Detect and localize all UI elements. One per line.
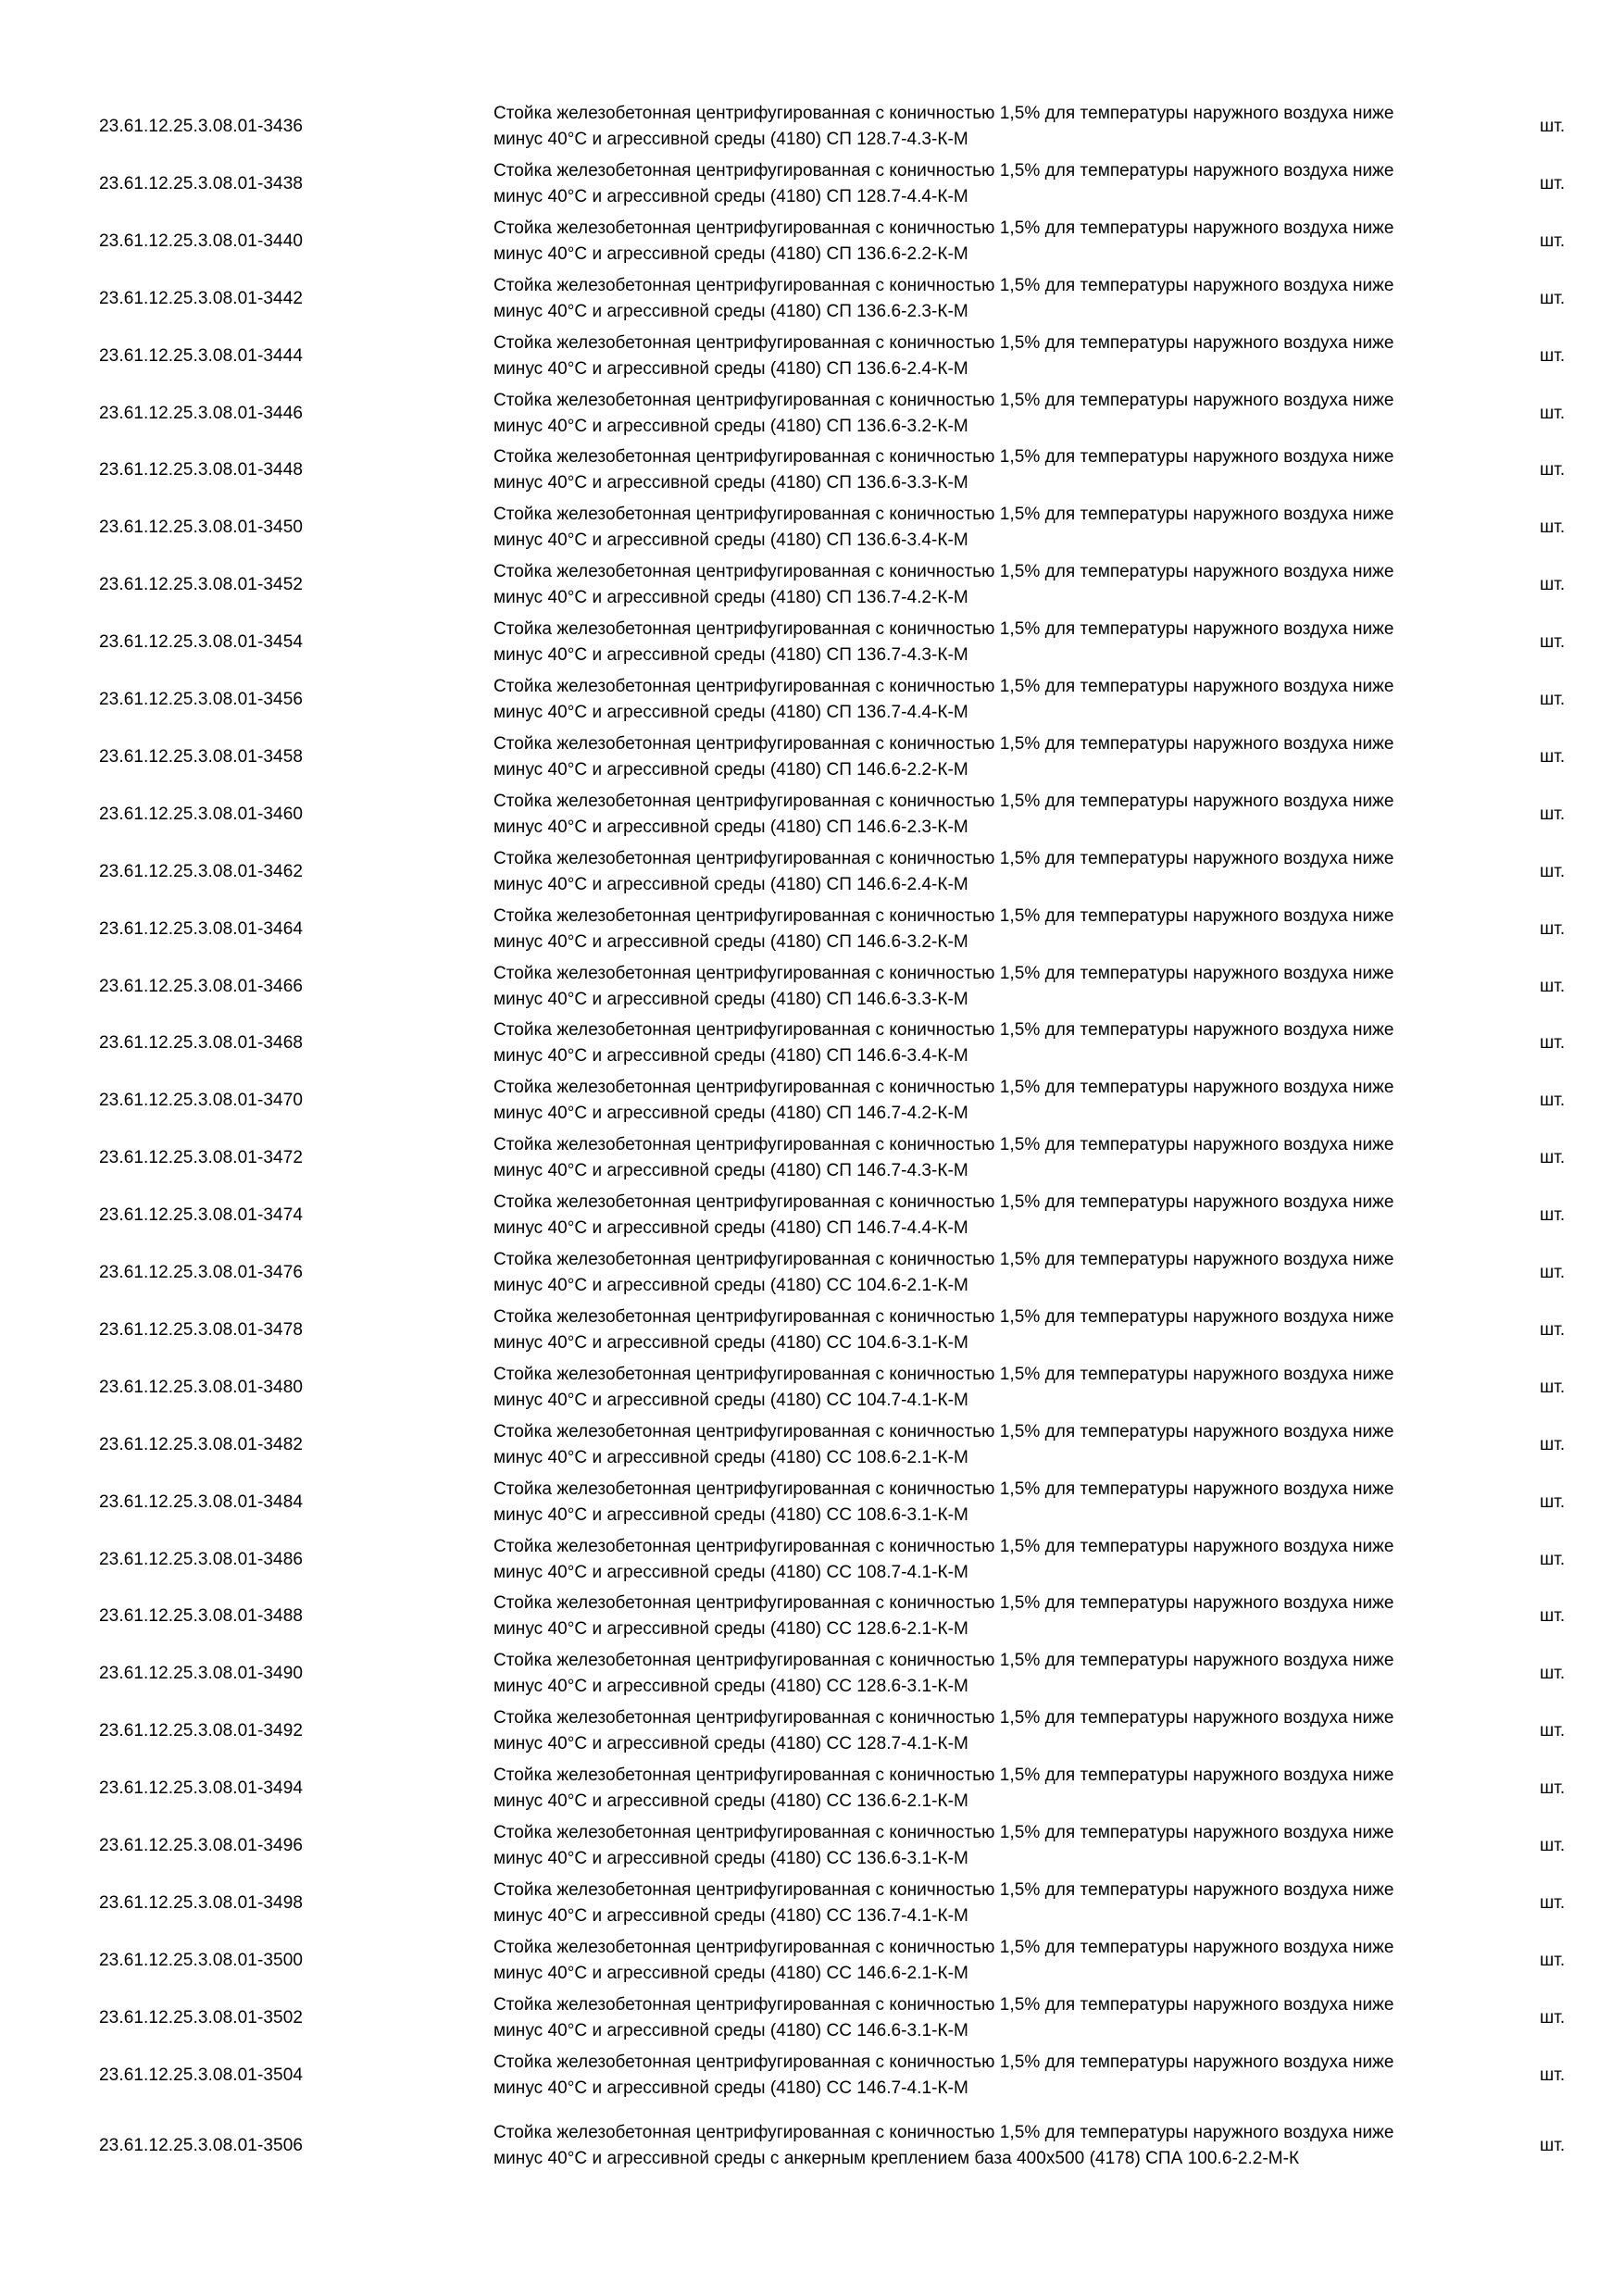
- row-name: Стойка железобетонная центрифугированная с коничностью 1,5% для температуры наружного воздуха ниже минус 40°С и агрессивной среды (4180) СП 146.7-4.2-К-М: [493, 1078, 1394, 1124]
- table-row: [0, 1934, 1624, 1988]
- row-name: Стойка железобетонная центрифугированная с коничностью 1,5% для температуры наружного воздуха ниже минус 40°С и агрессивной среды (4180) СС 104.6-3.1-К-М: [493, 1306, 1394, 1353]
- table-row: [0, 1304, 1624, 1357]
- row-code: 23.61.12.25.3.08.01-3444: [99, 345, 304, 366]
- row-name: Стойка железобетонная центрифугированная с коничностью 1,5% для температуры наружного воздуха ниже минус 40°С и агрессивной среды (4180) СП 146.7-4.3-К-М: [493, 1135, 1394, 1181]
- table-row: [0, 2106, 1624, 2186]
- table-row: [0, 788, 1624, 842]
- row-code: 23.61.12.25.3.08.01-3474: [99, 1205, 304, 1226]
- table-row: [0, 387, 1624, 441]
- row-unit: шт.: [1540, 575, 1566, 595]
- row-code: 23.61.12.25.3.08.01-3482: [99, 1434, 304, 1454]
- row-unit: шт.: [1540, 632, 1566, 653]
- row-code: 23.61.12.25.3.08.01-3476: [99, 1263, 304, 1282]
- table-row: [0, 730, 1624, 784]
- row-code: 23.61.12.25.3.08.01-3472: [99, 1148, 304, 1168]
- row-unit: шт.: [1540, 1664, 1566, 1684]
- row-unit: шт.: [1540, 918, 1566, 939]
- row-name: Стойка железобетонная центрифугированная с коничностью 1,5% для температуры наружного воздуха ниже минус 40°С и агрессивной среды (4180) СС 136.6-3.1-К-М: [493, 1823, 1394, 1868]
- table-row: [0, 1819, 1624, 1873]
- row-unit: шт.: [1540, 1205, 1566, 1226]
- table-row: [0, 1647, 1624, 1701]
- row-code: 23.61.12.25.3.08.01-3488: [99, 1606, 304, 1627]
- row-name: Стойка железобетонная центрифугированная с коничностью 1,5% для температуры наружного воздуха ниже минус 40°С и агрессивной среды (4180) СП 128.7-4.3-К-М: [493, 104, 1394, 149]
- row-name: Стойка железобетонная центрифугированная с коничностью 1,5% для температуры наружного воздуха ниже минус 40°С и агрессивной среды (4180) СС 128.7-4.1-К-М: [493, 1708, 1394, 1754]
- row-unit: шт.: [1540, 1091, 1566, 1111]
- row-code: 23.61.12.25.3.08.01-3454: [99, 632, 304, 653]
- row-name: Стойка железобетонная центрифугированная с коничностью 1,5% для температуры наружного воздуха ниже минус 40°С и агрессивной среды (4180) СС 128.6-2.1-К-М: [493, 1593, 1394, 1640]
- row-unit: шт.: [1540, 2135, 1566, 2155]
- row-unit: шт.: [1540, 861, 1566, 881]
- row-name: Стойка железобетонная центрифугированная с коничностью 1,5% для температуры наружного воздуха ниже минус 40°С и агрессивной среды (4180) СС 128.6-3.1-К-М: [493, 1651, 1394, 1697]
- row-code: 23.61.12.25.3.08.01-3450: [99, 518, 304, 538]
- table-row: [0, 1877, 1624, 1930]
- table-row: [0, 1074, 1624, 1128]
- table-row: [0, 1762, 1624, 1816]
- row-unit: шт.: [1540, 117, 1566, 136]
- row-name: Стойка железобетонная центрифугированная с коничностью 1,5% для температуры наружного воздуха ниже минус 40°С и агрессивной среды (4180) СС 146.7-4.1-К-М: [493, 2052, 1394, 2098]
- row-code: 23.61.12.25.3.08.01-3500: [99, 1950, 304, 1970]
- row-unit: шт.: [1540, 1033, 1566, 1054]
- row-code: 23.61.12.25.3.08.01-3448: [99, 460, 304, 480]
- row-name: Стойка железобетонная центрифугированная с коничностью 1,5% для температуры наружного воздуха ниже минус 40°С и агрессивной среды (4180) СС 108.7-4.1-К-М: [493, 1536, 1394, 1582]
- row-code: 23.61.12.25.3.08.01-3470: [99, 1091, 304, 1111]
- row-unit: шт.: [1540, 1950, 1566, 1970]
- table-row: [0, 443, 1624, 497]
- row-unit: шт.: [1540, 1434, 1566, 1454]
- row-code: 23.61.12.25.3.08.01-3494: [99, 1778, 304, 1799]
- row-code: 23.61.12.25.3.08.01-3446: [99, 403, 304, 423]
- row-unit: шт.: [1540, 746, 1566, 767]
- row-code: 23.61.12.25.3.08.01-3498: [99, 1892, 304, 1913]
- row-name: Стойка железобетонная центрифугированная с коничностью 1,5% для температуры наружного воздуха ниже минус 40°С и агрессивной среды (4180) СП 136.7-4.4-К-М: [493, 677, 1394, 722]
- row-code: 23.61.12.25.3.08.01-3466: [99, 976, 304, 996]
- row-unit: шт.: [1540, 1836, 1566, 1855]
- table-row: [0, 960, 1624, 1014]
- row-unit: шт.: [1540, 288, 1566, 308]
- row-name: Стойка железобетонная центрифугированная с коничностью 1,5% для температуры наружного воздуха ниже минус 40°С и агрессивной среды (4180) СП 146.6-2.3-К-М: [493, 791, 1394, 837]
- row-code: 23.61.12.25.3.08.01-3490: [99, 1664, 304, 1684]
- table-row: [0, 1361, 1624, 1415]
- row-code: 23.61.12.25.3.08.01-3436: [99, 117, 304, 136]
- row-unit: шт.: [1540, 1148, 1566, 1168]
- row-name: Стойка железобетонная центрифугированная с коничностью 1,5% для температуры наружного воздуха ниже минус 40°С и агрессивной среды (4180) СП 146.6-3.4-К-М: [493, 1020, 1394, 1067]
- row-name: Стойка железобетонная центрифугированная с коничностью 1,5% для температуры наружного воздуха ниже минус 40°С и агрессивной среды (4180) СП 146.7-4.4-К-М: [493, 1192, 1394, 1239]
- row-code: 23.61.12.25.3.08.01-3438: [99, 173, 304, 193]
- row-code: 23.61.12.25.3.08.01-3506: [99, 2135, 304, 2155]
- row-unit: шт.: [1540, 2007, 1566, 2028]
- table-row: [0, 2049, 1624, 2103]
- row-unit: шт.: [1540, 1319, 1566, 1340]
- table-row: [0, 215, 1624, 268]
- row-code: 23.61.12.25.3.08.01-3478: [99, 1319, 304, 1340]
- row-name: Стойка железобетонная центрифугированная с коничностью 1,5% для температуры наружного воздуха ниже минус 40°С и агрессивной среды (4180) СС 136.6-2.1-К-М: [493, 1766, 1394, 1812]
- row-code: 23.61.12.25.3.08.01-3452: [99, 575, 304, 595]
- table-row: [0, 1017, 1624, 1070]
- row-name: Стойка железобетонная центрифугированная с коничностью 1,5% для температуры наружного воздуха ниже минус 40°С и агрессивной среды (4180) СС 146.6-2.1-К-М: [493, 1937, 1394, 1983]
- table-row: [0, 1418, 1624, 1472]
- row-code: 23.61.12.25.3.08.01-3458: [99, 746, 304, 767]
- table-row: [0, 1533, 1624, 1587]
- table-row: [0, 330, 1624, 383]
- table-row: [0, 1189, 1624, 1242]
- row-unit: шт.: [1540, 460, 1566, 480]
- row-name: Стойка железобетонная центрифугированная с коничностью 1,5% для температуры наружного воздуха ниже минус 40°С и агрессивной среды (4180) СП 146.6-3.2-К-М: [493, 905, 1394, 952]
- row-unit: шт.: [1540, 1721, 1566, 1741]
- row-unit: шт.: [1540, 690, 1566, 709]
- row-code: 23.61.12.25.3.08.01-3492: [99, 1721, 304, 1741]
- row-code: 23.61.12.25.3.08.01-3486: [99, 1549, 304, 1569]
- table-row: [0, 673, 1624, 727]
- row-code: 23.61.12.25.3.08.01-3462: [99, 861, 304, 881]
- row-name: Стойка железобетонная центрифугированная с коничностью 1,5% для температуры наружного воздуха ниже минус 40°С и агрессивной среды (4180) СП 136.7-4.2-К-М: [493, 562, 1394, 608]
- row-code: 23.61.12.25.3.08.01-3464: [99, 918, 304, 939]
- table-row: [0, 1476, 1624, 1529]
- row-name: Стойка железобетонная центрифугированная с коничностью 1,5% для температуры наружного воздуха ниже минус 40°С и агрессивной среды (4180) СС 136.7-4.1-К-М: [493, 1879, 1394, 1926]
- row-name: Стойка железобетонная центрифугированная с коничностью 1,5% для температуры наружного воздуха ниже минус 40°С и агрессивной среды (4180) СП 146.6-2.2-К-М: [493, 733, 1394, 780]
- row-name: Стойка железобетонная центрифугированная с коничностью 1,5% для температуры наружного воздуха ниже минус 40°С и агрессивной среды (4180) СС 146.6-3.1-К-М: [493, 1994, 1394, 2040]
- row-name: Стойка железобетонная центрифугированная с коничностью 1,5% для температуры наружного воздуха ниже минус 40°С и агрессивной среды (4180) СС 104.6-2.1-К-М: [493, 1250, 1394, 1295]
- row-unit: шт.: [1540, 173, 1566, 193]
- row-name: Стойка железобетонная центрифугированная с коничностью 1,5% для температуры наружного воздуха ниже минус 40°С и агрессивной среды (4180) СС 108.6-3.1-К-М: [493, 1479, 1394, 1525]
- row-name: Стойка железобетонная центрифугированная с коничностью 1,5% для температуры наружного воздуха ниже минус 40°С и агрессивной среды (4180) СП 146.6-3.3-К-М: [493, 963, 1394, 1009]
- table-row: [0, 616, 1624, 669]
- row-name: Стойка железобетонная центрифугированная с коничностью 1,5% для температуры наружного воздуха ниже минус 40°С и агрессивной среды (4180) СП 136.6-3.2-К-М: [493, 390, 1394, 436]
- row-code: 23.61.12.25.3.08.01-3440: [99, 231, 304, 251]
- table-row: [0, 1704, 1624, 1758]
- table-row: [0, 1590, 1624, 1643]
- row-unit: шт.: [1540, 1491, 1566, 1512]
- row-code: 23.61.12.25.3.08.01-3442: [99, 288, 304, 308]
- row-name: Стойка железобетонная центрифугированная с коничностью 1,5% для температуры наружного воздуха ниже минус 40°С и агрессивной среды (4180) СП 136.6-2.4-К-М: [493, 332, 1394, 379]
- row-unit: шт.: [1540, 1263, 1566, 1282]
- row-unit: шт.: [1540, 976, 1566, 996]
- row-code: 23.61.12.25.3.08.01-3502: [99, 2007, 304, 2028]
- table-row: [0, 1991, 1624, 2045]
- row-name: Стойка железобетонная центрифугированная с коничностью 1,5% для температуры наружного воздуха ниже минус 40°С и агрессивной среды (4180) СС 108.6-2.1-К-М: [493, 1421, 1394, 1467]
- row-unit: шт.: [1540, 2065, 1566, 2085]
- table-row: [0, 157, 1624, 211]
- row-name: Стойка железобетонная центрифугированная с коничностью 1,5% для температуры наружного воздуха ниже минус 40°С и агрессивной среды (4180) СП 136.6-3.4-К-М: [493, 505, 1394, 551]
- row-unit: шт.: [1540, 403, 1566, 423]
- row-name: Стойка железобетонная центрифугированная с коничностью 1,5% для температуры наружного воздуха ниже минус 40°С и агрессивной среды (4180) СП 136.6-2.3-К-М: [493, 275, 1394, 321]
- table-row: [0, 845, 1624, 899]
- table-row: [0, 501, 1624, 555]
- row-code: 23.61.12.25.3.08.01-3456: [99, 690, 304, 709]
- table-row: [0, 903, 1624, 956]
- row-unit: шт.: [1540, 345, 1566, 366]
- row-unit: шт.: [1540, 1606, 1566, 1627]
- table-row: [0, 1131, 1624, 1185]
- row-unit: шт.: [1540, 1778, 1566, 1799]
- row-unit: шт.: [1540, 231, 1566, 251]
- row-unit: шт.: [1540, 1892, 1566, 1913]
- row-code: 23.61.12.25.3.08.01-3484: [99, 1491, 304, 1512]
- row-unit: шт.: [1540, 1377, 1566, 1397]
- table-row: [0, 558, 1624, 612]
- row-unit: шт.: [1540, 518, 1566, 538]
- row-code: 23.61.12.25.3.08.01-3460: [99, 804, 304, 824]
- row-unit: шт.: [1540, 1549, 1566, 1569]
- table-row: [0, 272, 1624, 326]
- row-name: Стойка железобетонная центрифугированная с коничностью 1,5% для температуры наружного воздуха ниже минус 40°С и агрессивной среды (4180) СП 136.6-2.2-К-М: [493, 218, 1394, 264]
- row-name: Стойка железобетонная центрифугированная с коничностью 1,5% для температуры наружного воздуха ниже минус 40°С и агрессивной среды (4180) СС 104.7-4.1-К-М: [493, 1364, 1394, 1410]
- table-row: [0, 100, 1624, 154]
- row-code: 23.61.12.25.3.08.01-3496: [99, 1836, 304, 1855]
- row-name: Стойка железобетонная центрифугированная с коничностью 1,5% для температуры наружного воздуха ниже минус 40°С и агрессивной среды с анкерным креплением база 400х500 (4178) СПА 100.6-2.2-М-К: [493, 2122, 1394, 2168]
- row-code: 23.61.12.25.3.08.01-3480: [99, 1377, 304, 1397]
- row-name: Стойка железобетонная центрифугированная с коничностью 1,5% для температуры наружного воздуха ниже минус 40°С и агрессивной среды (4180) СП 146.6-2.4-К-М: [493, 848, 1394, 894]
- row-code: 23.61.12.25.3.08.01-3504: [99, 2065, 304, 2085]
- row-name: Стойка железобетонная центрифугированная с коничностью 1,5% для температуры наружного воздуха ниже минус 40°С и агрессивной среды (4180) СП 128.7-4.4-К-М: [493, 160, 1394, 206]
- row-name: Стойка железобетонная центрифугированная с коничностью 1,5% для температуры наружного воздуха ниже минус 40°С и агрессивной среды (4180) СП 136.6-3.3-К-М: [493, 447, 1394, 493]
- row-name: Стойка железобетонная центрифугированная с коничностью 1,5% для температуры наружного воздуха ниже минус 40°С и агрессивной среды (4180) СП 136.7-4.3-К-М: [493, 619, 1394, 666]
- table-row: [0, 1246, 1624, 1300]
- row-unit: шт.: [1540, 804, 1566, 824]
- row-code: 23.61.12.25.3.08.01-3468: [99, 1033, 304, 1054]
